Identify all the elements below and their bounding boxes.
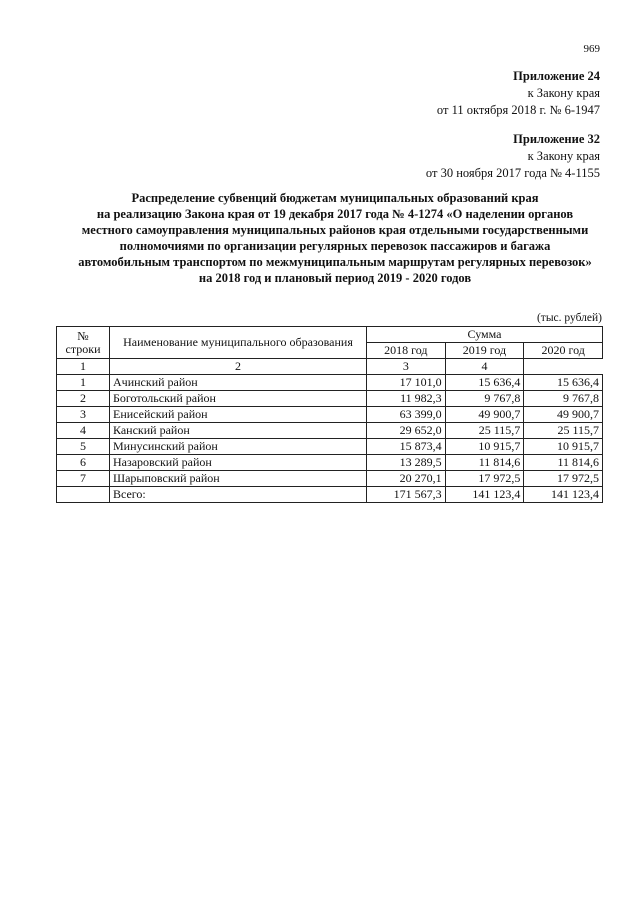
value-2019: 15 636,4 xyxy=(445,375,524,391)
row-number: 3 xyxy=(57,407,110,423)
table-row xyxy=(57,423,603,439)
table-row xyxy=(57,375,603,391)
appendix-block-32 xyxy=(426,131,600,182)
header-sum: Сумма xyxy=(367,327,603,343)
column-number: 3 xyxy=(367,359,446,375)
row-number: 4 xyxy=(57,423,110,439)
municipality-name: Шарыповский район xyxy=(110,471,367,487)
table-row xyxy=(57,439,603,455)
total-number-cell xyxy=(57,487,110,503)
total-2018: 171 567,3 xyxy=(367,487,446,503)
subsidy-table xyxy=(56,326,603,503)
title-line: местного самоуправления муниципальных районов края отдельными государственными xyxy=(81,223,589,237)
row-number: 1 xyxy=(57,375,110,391)
appendix-block-24 xyxy=(437,68,600,119)
value-2018: 29 652,0 xyxy=(367,423,446,439)
value-2018: 17 101,0 xyxy=(367,375,446,391)
column-number: 1 xyxy=(57,359,110,375)
title-line: Распределение субвенций бюджетам муниципальных образований края xyxy=(131,191,539,205)
value-2018: 63 399,0 xyxy=(367,407,446,423)
value-2020: 17 972,5 xyxy=(524,471,603,487)
table-row xyxy=(57,471,603,487)
page-number: 969 xyxy=(583,43,600,55)
value-2019: 49 900,7 xyxy=(445,407,524,423)
appendix-line: к Закону края xyxy=(527,86,600,100)
row-number: 7 xyxy=(57,471,110,487)
column-number: 2 xyxy=(110,359,367,375)
value-2019: 25 115,7 xyxy=(445,423,524,439)
row-number: 2 xyxy=(57,391,110,407)
value-2018: 11 982,3 xyxy=(367,391,446,407)
value-2020: 15 636,4 xyxy=(524,375,603,391)
municipality-name: Ачинский район xyxy=(110,375,367,391)
title-line: полномочиями по организации регулярных перевозок пассажиров и багажа xyxy=(119,239,551,253)
value-2019: 9 767,8 xyxy=(445,391,524,407)
appendix-line: к Закону края xyxy=(527,149,600,163)
value-2018: 20 270,1 xyxy=(367,471,446,487)
title-line: на 2018 год и плановый период 2019 - 2020 годов xyxy=(198,271,472,285)
units-label: (тыс. рублей) xyxy=(536,312,602,324)
municipality-name: Назаровский район xyxy=(110,455,367,471)
table-header-row xyxy=(57,327,603,343)
value-2020: 9 767,8 xyxy=(524,391,603,407)
municipality-name: Канский район xyxy=(110,423,367,439)
row-number: 5 xyxy=(57,439,110,455)
total-label: Всего: xyxy=(110,487,367,503)
appendix-title: Приложение 24 xyxy=(513,69,600,83)
column-number-row xyxy=(57,359,603,375)
value-2020: 25 115,7 xyxy=(524,423,603,439)
appendix-title: Приложение 32 xyxy=(513,132,600,146)
value-2019: 10 915,7 xyxy=(445,439,524,455)
header-row-number: № строки xyxy=(57,327,110,359)
column-number: 4 xyxy=(445,359,524,375)
value-2020: 10 915,7 xyxy=(524,439,603,455)
table-row xyxy=(57,455,603,471)
value-2019: 11 814,6 xyxy=(445,455,524,471)
title-line: автомобильным транспортом по межмуниципальным маршрутам регулярных перевозок» xyxy=(78,255,592,269)
value-2020: 49 900,7 xyxy=(524,407,603,423)
table-row xyxy=(57,407,603,423)
header-year-2018: 2018 год xyxy=(367,343,446,359)
header-year-2019: 2019 год xyxy=(445,343,524,359)
appendix-line: от 30 ноября 2017 года № 4-1155 xyxy=(425,166,600,180)
value-2018: 15 873,4 xyxy=(367,439,446,455)
value-2020: 11 814,6 xyxy=(524,455,603,471)
appendix-line: от 11 октября 2018 г. № 6-1947 xyxy=(436,103,600,117)
municipality-name: Енисейский район xyxy=(110,407,367,423)
municipality-name: Минусинский район xyxy=(110,439,367,455)
value-2018: 13 289,5 xyxy=(367,455,446,471)
title-line: на реализацию Закона края от 19 декабря 2017 года № 4-1274 «О наделении органов xyxy=(96,207,574,221)
row-number: 6 xyxy=(57,455,110,471)
table-row xyxy=(57,391,603,407)
table-total-row xyxy=(57,487,603,503)
header-municipality: Наименование муниципального образования xyxy=(110,327,367,359)
document-title xyxy=(60,190,610,286)
total-2019: 141 123,4 xyxy=(445,487,524,503)
value-2019: 17 972,5 xyxy=(445,471,524,487)
total-2020: 141 123,4 xyxy=(524,487,603,503)
municipality-name: Боготольский район xyxy=(110,391,367,407)
header-year-2020: 2020 год xyxy=(524,343,603,359)
